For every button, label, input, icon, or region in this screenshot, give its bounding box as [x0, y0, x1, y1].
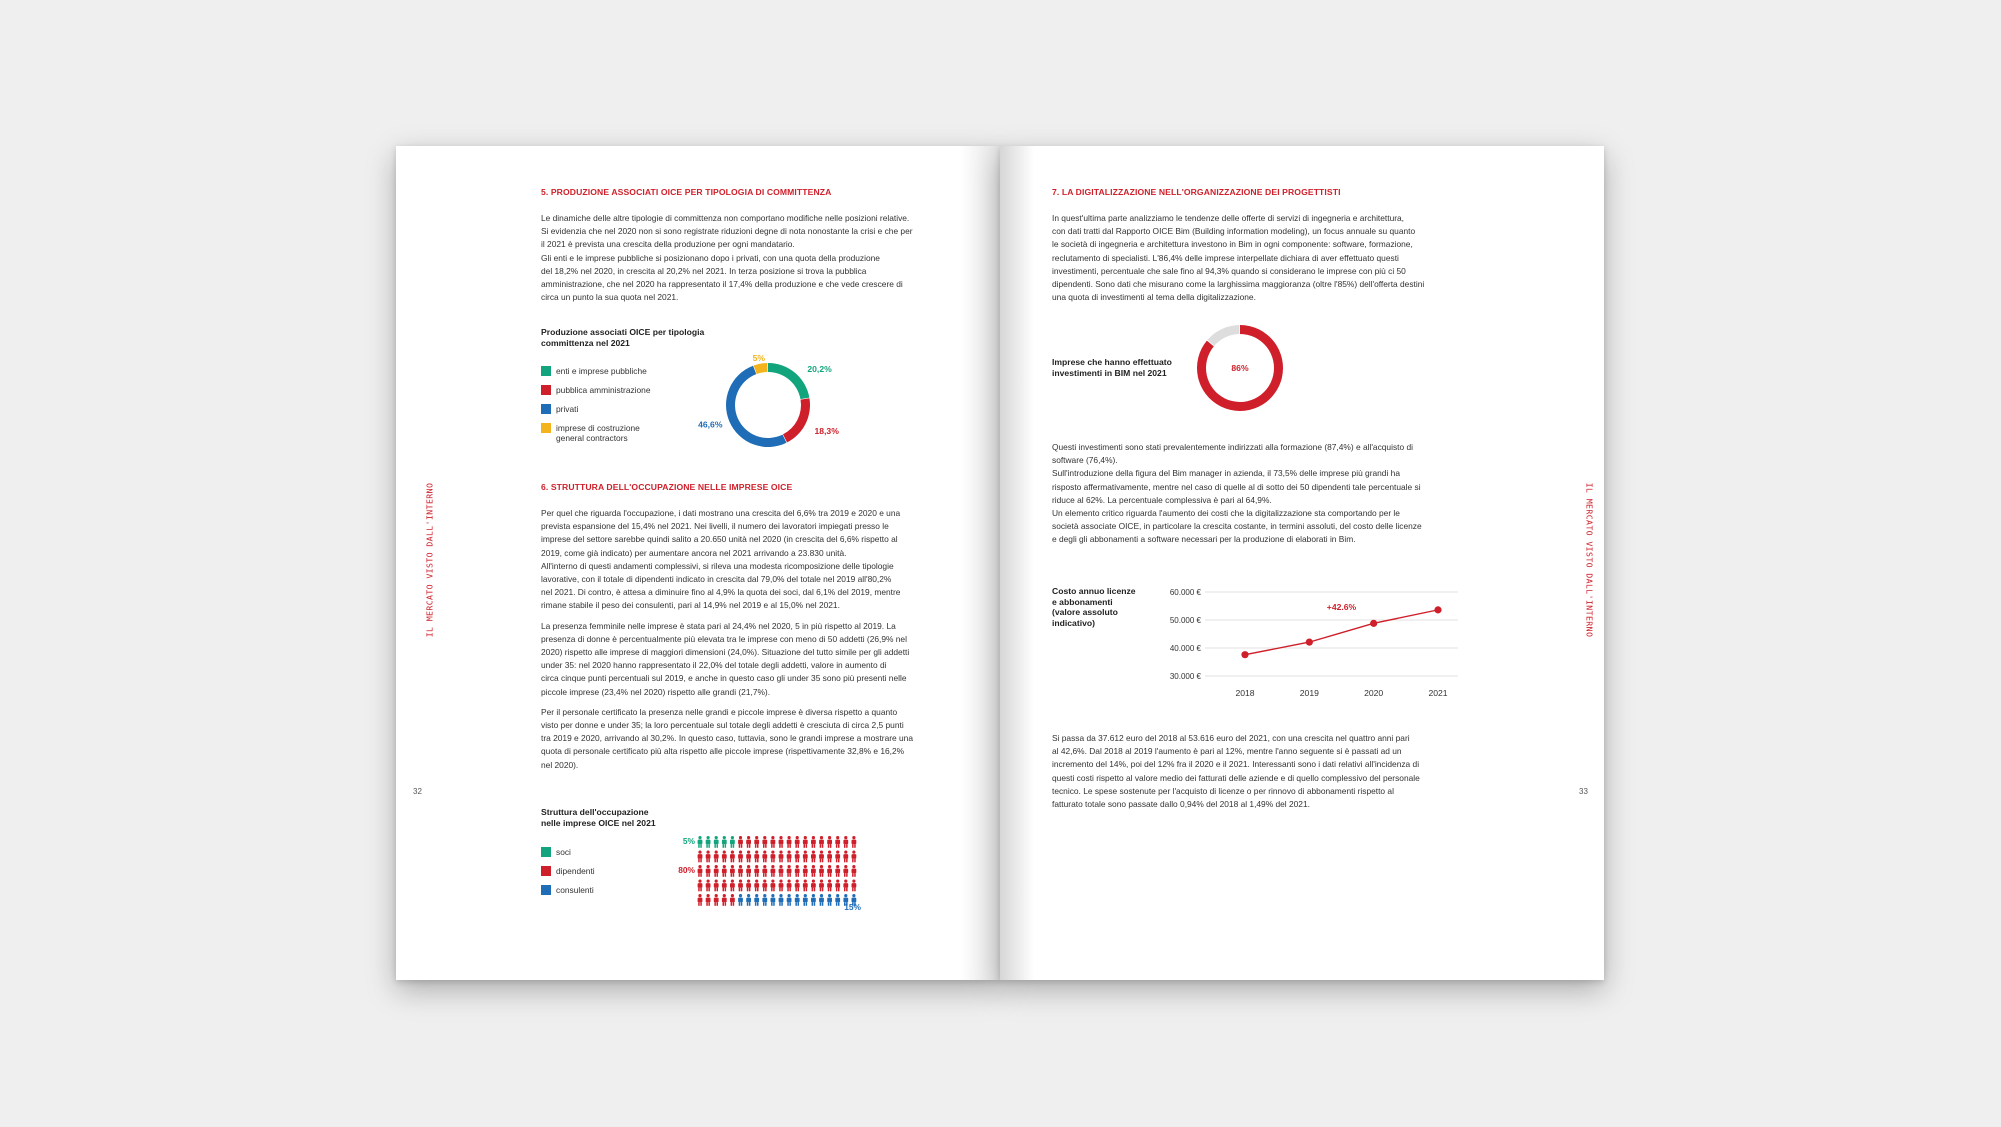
- cost-line-chart: [1150, 580, 1470, 705]
- text-line: del 18,2% nel 2020, in crescita al 20,2% nel 2021. In terza posizione si trova la pubblica: [541, 265, 867, 276]
- person-dipendenti: [843, 836, 848, 848]
- text-line: e degli gli abbonamenti a software necessari per la produzione di elaborati in Bim.: [1052, 534, 1356, 545]
- legend-label: soci: [556, 847, 571, 857]
- person-dipendenti: [852, 880, 857, 892]
- x-tick-label: 2019: [1299, 688, 1319, 698]
- person-dipendenti: [746, 865, 751, 877]
- text-line: il 2021 è prevista una crescita della produzione per ogni mandatario.: [541, 239, 795, 250]
- text-line: riduce al 62%. La percentuale complessiva è pari al 64,9%.: [1052, 494, 1272, 505]
- left-side-label: IL MERCATO VISTO DALL'INTERNO: [424, 482, 435, 638]
- text-line: La presenza femminile nelle imprese è stata pari al 24,4% nel 2020, 5 in più rispetto al 2019. La: [541, 620, 896, 631]
- person-dipendenti: [730, 851, 735, 863]
- caption-line: Struttura dell'occupazione: [541, 807, 649, 817]
- caption-line: Costo annuo licenze: [1052, 586, 1136, 596]
- text-line: nel 2020).: [541, 759, 579, 770]
- cost-point: [1241, 651, 1248, 658]
- person-dipendenti: [835, 836, 840, 848]
- person-dipendenti: [722, 865, 727, 877]
- person-dipendenti: [730, 880, 735, 892]
- person-dipendenti: [803, 865, 808, 877]
- text-line: una quota di investimenti al tema della digitalizzazione.: [1052, 292, 1256, 303]
- text-line: circa cinque punti percentuali sul 2019, e anche in questo caso gli under 35 sono più presenti nelle: [541, 673, 907, 684]
- donut-data-label: 5%: [752, 353, 766, 364]
- section5-paragraph: [541, 212, 961, 304]
- legend-label: pubblica amministrazione: [556, 385, 651, 395]
- section5-title: 5. PRODUZIONE ASSOCIATI OICE PER TIPOLOGIA DI COMMITTENZA: [541, 187, 832, 197]
- x-tick-label: 2021: [1428, 688, 1448, 698]
- person-dipendenti: [843, 865, 848, 877]
- pictogram-data-label: 15%: [844, 902, 861, 912]
- person-dipendenti: [779, 836, 784, 848]
- caption-line: indicativo): [1052, 617, 1095, 628]
- person-dipendenti: [779, 851, 784, 863]
- person-soci: [698, 836, 703, 848]
- section6-body: [541, 507, 961, 772]
- legend-item: [541, 366, 651, 376]
- text-line: al 42,6%. Dal 2018 al 2019 l'aumento è pari al 12%, mentre l'anno seguente si è passati ad un: [1052, 746, 1402, 757]
- person-dipendenti: [852, 851, 857, 863]
- person-dipendenti: [706, 865, 711, 877]
- person-consulenti: [762, 894, 767, 906]
- person-dipendenti: [811, 851, 816, 863]
- text-line: con dati tratti dal Rapporto OICE Bim (Building information modeling), un focus annuale su quanto: [1052, 226, 1416, 237]
- person-dipendenti: [746, 880, 751, 892]
- left-page-number: 32: [413, 787, 422, 796]
- text-line: investimenti, percentuale che sale fino al 94,3% quando si considerano le imprese con più ci 50: [1052, 265, 1406, 276]
- person-dipendenti: [738, 880, 743, 892]
- legend-label: privati: [556, 404, 579, 414]
- person-dipendenti: [771, 836, 776, 848]
- person-dipendenti: [852, 865, 857, 877]
- section7-body-3: [1052, 732, 1472, 811]
- legend-item: [541, 866, 595, 876]
- donut-center-label: 86%: [1231, 363, 1249, 373]
- slice-privati: [726, 366, 787, 447]
- person-dipendenti: [827, 865, 832, 877]
- text-line: le società di ingegneria e architettura investono in Bim in ogni componente: software, formazione,: [1052, 239, 1413, 250]
- text-line: rimane stabile il peso dei consulenti, pari al 14,9% nel 2019 e al 15,0% nel 2021.: [541, 600, 840, 611]
- text-line: presenza di donne è percentualmente più elevata tra le imprese con meno di 50 addetti (26,9% nel: [541, 633, 907, 644]
- person-dipendenti: [714, 851, 719, 863]
- person-dipendenti: [803, 836, 808, 848]
- person-dipendenti: [754, 880, 759, 892]
- text-line: under 35: nel 2020 hanno rappresentato il 22,0% del totale degli addetti, valore in aumento di: [541, 660, 887, 671]
- person-dipendenti: [722, 880, 727, 892]
- person-dipendenti: [706, 851, 711, 863]
- person-dipendenti: [706, 880, 711, 892]
- person-dipendenti: [795, 851, 800, 863]
- person-dipendenti: [762, 880, 767, 892]
- caption-line: e abbonamenti: [1052, 596, 1113, 607]
- donut-data-label: 46,6%: [698, 419, 723, 430]
- text-line: In quest'ultima parte analizziamo le tendenze delle offerte di servizi di ingegneria e architettura,: [1052, 213, 1404, 223]
- person-dipendenti: [803, 851, 808, 863]
- person-consulenti: [746, 894, 751, 906]
- y-tick-label: 60.000 €: [1169, 588, 1201, 597]
- text-line: Sull'introduzione della figura del Bim manager in azienda, il 73,5% delle imprese più grandi ha: [1052, 468, 1400, 479]
- person-dipendenti: [779, 880, 784, 892]
- person-dipendenti: [795, 836, 800, 848]
- caption-line: Produzione associati OICE per tipologia: [541, 327, 705, 337]
- person-dipendenti: [771, 865, 776, 877]
- text-line: Questi investimenti sono stati prevalentemente indirizzati alla formazione (87,4%) e all'acquisto di: [1052, 442, 1413, 452]
- swatch-yellow: [541, 423, 551, 433]
- person-consulenti: [819, 894, 824, 906]
- bim-donut-chart: [1190, 320, 1290, 420]
- legend-label-line1: imprese di costruzione: [556, 423, 640, 433]
- legend-item: [541, 885, 595, 895]
- person-dipendenti: [754, 836, 759, 848]
- cost-point: [1434, 606, 1441, 613]
- text-line: incremento del 14%, poi del 12% fra il 2020 e il 2021. Interessanti sono i dati relativi all'incidenza di: [1052, 759, 1420, 770]
- legend-item: [541, 385, 651, 395]
- caption-line: Imprese che hanno effettuato: [1052, 357, 1172, 367]
- person-dipendenti: [746, 851, 751, 863]
- text-line: Per quel che riguarda l'occupazione, i dati mostrano una crescita del 6,6% tra 2019 e 2020 e una: [541, 508, 901, 518]
- person-consulenti: [771, 894, 776, 906]
- person-dipendenti: [819, 865, 824, 877]
- section6-title: 6. STRUTTURA DELL'OCCUPAZIONE NELLE IMPRESE OICE: [541, 482, 793, 492]
- person-dipendenti: [787, 880, 792, 892]
- swatch-red: [541, 866, 551, 876]
- person-dipendenti: [811, 865, 816, 877]
- section5-chart-caption: [541, 327, 704, 348]
- caption-line: nelle imprese OICE nel 2021: [541, 817, 656, 828]
- person-dipendenti: [843, 880, 848, 892]
- person-dipendenti: [827, 836, 832, 848]
- text-line: All'interno di questi andamenti complessivi, si rileva una modesta ricomposizione delle tipologie: [541, 560, 894, 571]
- person-dipendenti: [730, 865, 735, 877]
- caption-line: (valore assoluto: [1052, 607, 1118, 617]
- section6-legend: [541, 847, 595, 904]
- section7-body-2: [1052, 441, 1472, 547]
- person-dipendenti: [738, 851, 743, 863]
- person-dipendenti: [698, 880, 703, 892]
- text-line: amministrazione, che nel 2020 ha rappresentato il 17,4% della produzione e che vede crescere di: [541, 279, 903, 290]
- text-line: quota di personale certificato più alta rispetto alle piccole imprese (rispettivamente 32,8% e 16,2%: [541, 746, 905, 757]
- text-line: Le dinamiche delle altre tipologie di committenza non comportano modifiche nelle posizioni relative.: [541, 213, 910, 223]
- person-dipendenti: [819, 836, 824, 848]
- person-soci: [706, 836, 711, 848]
- section5-legend: [541, 366, 651, 452]
- person-dipendenti: [714, 894, 719, 906]
- swatch-red: [541, 385, 551, 395]
- text-line: tecnico. Le spese sostenute per l'acquisto di licenze o per rinnovo di abbonamenti rispetto al: [1052, 785, 1394, 796]
- text-line: reclutamento di specialisti. L'86,4% delle imprese interpellate dichiara di aver effettuato questi: [1052, 252, 1399, 263]
- person-soci: [714, 836, 719, 848]
- y-tick-label: 40.000 €: [1169, 644, 1201, 653]
- text-line: piccole imprese (23,4% nel 2020) rispetto alle grandi (21,7%).: [541, 686, 771, 697]
- text-line: tra 2019 e 2020, arrivando al 30,2%. In questo caso, tuttavia, sono le grandi imprese a mostrare una: [541, 733, 913, 744]
- person-dipendenti: [811, 836, 816, 848]
- bim-chart-caption: [1052, 357, 1172, 378]
- person-dipendenti: [843, 851, 848, 863]
- person-dipendenti: [714, 865, 719, 877]
- slice-other: [1207, 325, 1239, 346]
- caption-line: committenza nel 2021: [541, 337, 630, 348]
- person-dipendenti: [811, 880, 816, 892]
- person-consulenti: [835, 894, 840, 906]
- section5-body: [541, 212, 961, 304]
- cost-point: [1306, 639, 1313, 646]
- legend-item: [541, 404, 651, 414]
- person-dipendenti: [730, 894, 735, 906]
- section6-chart-caption: [541, 807, 656, 828]
- text-line: 2020) rispetto alle imprese di maggiori dimensioni (24,0%). Situazione del tutto simile per gli addetti: [541, 647, 910, 658]
- person-consulenti: [795, 894, 800, 906]
- section7-paragraph-2: [1052, 441, 1472, 547]
- person-dipendenti: [835, 880, 840, 892]
- person-dipendenti: [779, 865, 784, 877]
- right-side-label: IL MERCATO VISTO DALL'INTERNO: [1584, 482, 1595, 638]
- text-line: fatturato totale sono passate dallo 0,94% del 2018 al 1,49% del 2021.: [1052, 799, 1310, 810]
- person-soci: [722, 836, 727, 848]
- legend-label-line2: general contractors: [556, 433, 628, 443]
- text-line: Per il personale certificato la presenza nelle grandi e piccole imprese è diversa rispetto a quanto: [541, 706, 898, 717]
- person-dipendenti: [827, 880, 832, 892]
- section6-paragraph-3: [541, 706, 961, 772]
- person-dipendenti: [722, 894, 727, 906]
- legend-item: [541, 847, 595, 857]
- person-dipendenti: [795, 880, 800, 892]
- legend-label: consulenti: [556, 885, 594, 895]
- person-dipendenti: [787, 836, 792, 848]
- text-line: circa un punto la sua quota nel 2021.: [541, 292, 679, 303]
- person-consulenti: [787, 894, 792, 906]
- section6-paragraph-2: [541, 620, 961, 699]
- person-dipendenti: [706, 894, 711, 906]
- donut-data-label: 20,2%: [807, 364, 832, 375]
- swatch-green: [541, 847, 551, 857]
- person-dipendenti: [771, 880, 776, 892]
- x-tick-label: 2018: [1235, 688, 1255, 698]
- x-tick-label: 2020: [1364, 688, 1384, 698]
- person-dipendenti: [698, 865, 703, 877]
- swatch-green: [541, 366, 551, 376]
- occupazione-pictogram-chart: [677, 830, 907, 920]
- section6-paragraph-1: [541, 507, 961, 613]
- person-consulenti: [779, 894, 784, 906]
- legend-label: dipendenti: [556, 866, 595, 876]
- person-consulenti: [811, 894, 816, 906]
- person-dipendenti: [698, 851, 703, 863]
- person-dipendenti: [819, 880, 824, 892]
- section7-paragraph-1: [1052, 212, 1472, 304]
- person-dipendenti: [852, 836, 857, 848]
- person-dipendenti: [762, 865, 767, 877]
- person-consulenti: [738, 894, 743, 906]
- legend-label: enti e imprese pubbliche: [556, 366, 647, 376]
- person-dipendenti: [762, 836, 767, 848]
- swatch-blue: [541, 885, 551, 895]
- slice-pubblica-amministrazione: [783, 398, 810, 442]
- y-tick-label: 30.000 €: [1169, 672, 1201, 681]
- person-consulenti: [754, 894, 759, 906]
- text-line: Un elemento critico riguarda l'aumento dei costi che la digitalizzazione sta comportando per le: [1052, 508, 1400, 519]
- cost-point: [1370, 620, 1377, 627]
- person-dipendenti: [835, 865, 840, 877]
- person-dipendenti: [754, 851, 759, 863]
- caption-line: investimenti in BIM nel 2021: [1052, 367, 1167, 378]
- legend-item: [541, 423, 651, 443]
- slice-enti-imprese-pubbliche: [768, 363, 809, 399]
- person-dipendenti: [762, 851, 767, 863]
- section7-body-1: [1052, 212, 1472, 304]
- text-line: società associate OICE, in particolare la crescita costante, in termini assoluti, del costo delle licenze: [1052, 521, 1422, 532]
- text-line: questi costi rispetto al valore medio dei fatturati delle aziende e di quello complessivo del personale: [1052, 772, 1420, 783]
- text-line: prevista espansione del 15,4% nel 2021. Nei livelli, il numero dei lavoratori impiegati presso le: [541, 521, 889, 532]
- text-line: software (76,4%).: [1052, 455, 1118, 466]
- person-dipendenti: [714, 880, 719, 892]
- person-dipendenti: [827, 851, 832, 863]
- text-line: visto per donne e under 35; la loro percentuale sul totale degli addetti è cresciuta di circa 2,5 punti: [541, 720, 904, 731]
- person-dipendenti: [835, 851, 840, 863]
- person-soci: [730, 836, 735, 848]
- person-dipendenti: [738, 865, 743, 877]
- text-line: risposto affermativamente, mentre nel caso di quelle al di sotto dei 50 dipendenti tale percentuale si: [1052, 481, 1421, 492]
- legend-label: [556, 423, 640, 443]
- person-dipendenti: [803, 880, 808, 892]
- text-line: 2019, come già indicato) per aumentare ancora nel 2021 arrivando a 23.830 unità.: [541, 547, 847, 558]
- donut-data-label: 18,3%: [814, 425, 839, 436]
- text-line: nel 2021. Di contro, è attesa a diminuire fino al 4,9% la quota dei soci, dal 6,1% del 2019, mentre: [541, 587, 901, 598]
- section7-paragraph-3: [1052, 732, 1472, 811]
- text-line: Si passa da 37.612 euro del 2018 al 53.616 euro del 2021, con una crescita nel quattro anni pari: [1052, 733, 1410, 743]
- person-consulenti: [827, 894, 832, 906]
- section7-title: 7. LA DIGITALIZZAZIONE NELL'ORGANIZZAZIONE DEI PROGETTISTI: [1052, 187, 1341, 197]
- person-consulenti: [803, 894, 808, 906]
- text-line: lavorative, con il totale di dipendenti indicato in crescita dal 79,0% del totale nel 2019 all'80,2%: [541, 574, 892, 585]
- person-dipendenti: [738, 836, 743, 848]
- person-dipendenti: [754, 865, 759, 877]
- right-page-number: 33: [1579, 787, 1588, 796]
- person-dipendenti: [787, 865, 792, 877]
- person-dipendenti: [746, 836, 751, 848]
- text-line: Gli enti e le imprese pubbliche si posizionano dopo i privati, con una quota della produzione: [541, 252, 880, 263]
- person-dipendenti: [795, 865, 800, 877]
- text-line: dipendenti. Sono dati che misurano come la larghissima maggioranza (oltre l'85%) dell'offerta destini: [1052, 279, 1425, 290]
- text-line: Si evidenzia che nel 2020 non si sono registrate riduzioni degne di nota nonostante la crisi e che per: [541, 226, 913, 237]
- committenza-donut-chart: [690, 345, 840, 455]
- y-tick-label: 50.000 €: [1169, 616, 1201, 625]
- cost-chart-caption: [1052, 586, 1136, 628]
- swatch-blue: [541, 404, 551, 414]
- growth-annotation: +42.6%: [1326, 602, 1357, 612]
- text-line: imprese del settore sarebbe quindi salito a 20.650 unità nel 2020 (in crescita del 6,6% rispetto al: [541, 534, 898, 545]
- pictogram-data-label: 5%: [682, 836, 695, 846]
- person-dipendenti: [787, 851, 792, 863]
- person-dipendenti: [722, 851, 727, 863]
- person-dipendenti: [819, 851, 824, 863]
- person-dipendenti: [698, 894, 703, 906]
- person-dipendenti: [771, 851, 776, 863]
- slice-imprese-costruzione: [754, 363, 768, 374]
- pictogram-data-label: 80%: [678, 865, 695, 875]
